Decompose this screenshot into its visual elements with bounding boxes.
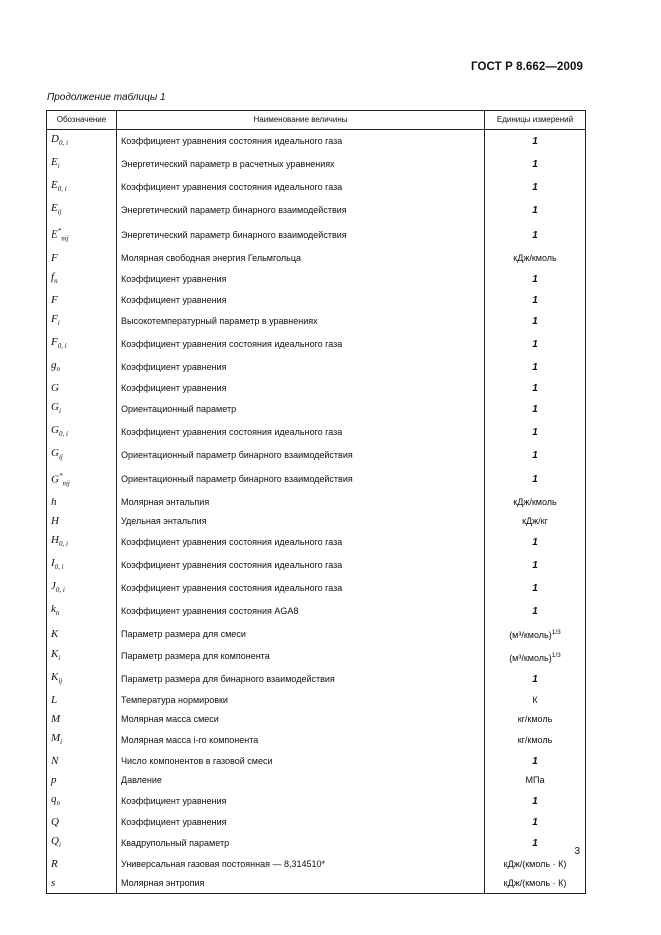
symbol-letter: f xyxy=(51,270,55,283)
symbol-letter: F xyxy=(51,251,58,264)
table-row xyxy=(47,467,586,494)
quantity-name-cell: Коэффициент уравнения xyxy=(117,356,485,379)
unit-cell xyxy=(485,333,586,356)
symbol-letter: p xyxy=(51,774,57,787)
symbol-cell xyxy=(47,176,117,199)
symbol-letter: Q xyxy=(51,816,59,829)
unit-cell xyxy=(485,623,586,645)
unit-text: 1 xyxy=(532,449,538,461)
table-row xyxy=(47,729,586,752)
symbol-cell xyxy=(47,710,117,729)
unit-cell xyxy=(485,710,586,729)
quantity-name-cell: Параметр размера для смеси xyxy=(117,623,485,645)
table-row xyxy=(47,710,586,729)
quantity-name-cell: Коэффициент уравнения состояния идеального газа xyxy=(117,130,485,154)
quantity-name-cell: Параметр размера для бинарного взаимодействия xyxy=(117,668,485,691)
unit-text: 1 xyxy=(532,583,538,595)
table-row xyxy=(47,554,586,577)
unit-text: 1 xyxy=(532,361,538,373)
unit-cell xyxy=(485,398,586,421)
table-row xyxy=(47,531,586,554)
symbol-letter: M xyxy=(51,713,61,726)
symbol-letter: q xyxy=(51,793,57,806)
symbol-subscript: i xyxy=(57,162,60,170)
unit-cell xyxy=(485,771,586,790)
symbol-letter: E xyxy=(51,156,58,168)
unit-cell xyxy=(485,176,586,199)
table-row xyxy=(47,668,586,691)
symbol-cell xyxy=(47,379,117,398)
symbol-letter: H xyxy=(51,515,59,528)
unit-text: 1 xyxy=(532,182,538,193)
table-row xyxy=(47,874,586,894)
unit-cell xyxy=(485,467,586,494)
symbol-subscript: 0, i xyxy=(54,563,64,572)
symbol-superscript: * xyxy=(58,471,63,480)
symbol-cell xyxy=(47,130,117,154)
symbol-subscript: nij xyxy=(62,479,70,488)
unit-cell xyxy=(485,199,586,222)
unit-cell xyxy=(485,291,586,310)
table-row xyxy=(47,268,586,291)
table-row xyxy=(47,645,586,668)
unit-text: 1 xyxy=(532,338,538,350)
symbol-subscript: i xyxy=(58,406,61,415)
table-row xyxy=(47,333,586,356)
quantity-name-cell: Квадрупольный параметр xyxy=(117,832,485,855)
table-row xyxy=(47,291,586,310)
table-row xyxy=(47,752,586,771)
table-row xyxy=(47,623,586,645)
symbol-cell xyxy=(47,691,117,710)
quantity-name-cell: Молярная масса i-го компонента xyxy=(117,729,485,752)
unit-cell xyxy=(485,249,586,268)
symbol-subscript: i xyxy=(58,654,61,663)
symbol-cell xyxy=(47,554,117,577)
symbol-cell xyxy=(47,398,117,421)
quantity-name-cell: Высокотемпературный параметр в уравнениях xyxy=(117,310,485,333)
unit-cell xyxy=(485,379,586,398)
quantity-name-cell: Молярная энтропия xyxy=(117,874,485,894)
symbol-cell xyxy=(47,645,117,668)
symbol-cell xyxy=(47,291,117,310)
symbol-letter: G xyxy=(51,400,59,413)
unit-text: кДж/кг xyxy=(522,516,548,527)
table-row xyxy=(47,356,586,379)
symbol-subscript: n xyxy=(55,609,60,618)
symbol-letter: K xyxy=(51,627,59,640)
quantity-name-cell: Молярная свободная энергия Гельмгольца xyxy=(117,249,485,268)
symbol-subscript: ij xyxy=(58,677,63,686)
unit-text: МПа xyxy=(525,775,545,786)
table-row xyxy=(47,444,586,467)
symbol-letter: E xyxy=(51,179,58,191)
symbol-letter: s xyxy=(51,877,56,890)
symbol-subscript: n xyxy=(56,364,60,373)
unit-cell xyxy=(485,268,586,291)
unit-text: 1 xyxy=(532,229,538,241)
symbol-cell xyxy=(47,249,117,268)
table-row xyxy=(47,771,586,790)
unit-cell xyxy=(485,554,586,577)
symbol-letter: J xyxy=(51,580,56,593)
column-header-unit: Единицы измерений xyxy=(485,111,586,130)
unit-cell xyxy=(485,874,586,894)
unit-cell xyxy=(485,153,586,176)
unit-text: 1 xyxy=(532,817,538,829)
symbol-cell xyxy=(47,444,117,467)
symbol-letter: k xyxy=(51,603,56,616)
table-row xyxy=(47,379,586,398)
symbol-letter: L xyxy=(51,694,58,707)
unit-text: 1 xyxy=(532,294,538,306)
symbol-letter: G xyxy=(51,423,59,436)
column-header-symbol: Обозначение xyxy=(47,111,117,130)
table-row xyxy=(47,577,586,600)
symbol-subscript: 0, i xyxy=(58,540,68,549)
unit-text: 1 xyxy=(532,606,538,618)
table-row xyxy=(47,153,586,176)
symbol-subscript: i xyxy=(58,841,61,850)
unit-text: 1 xyxy=(532,560,538,572)
quantity-name-cell: Энергетический параметр в расчетных уравнениях xyxy=(117,153,485,176)
quantity-name-cell: Коэффициент уравнения xyxy=(117,268,485,291)
unit-text: 1 xyxy=(532,136,538,147)
unit-text: К xyxy=(532,695,538,706)
unit-text: кДж/кмоль xyxy=(513,497,557,508)
symbol-letter: F xyxy=(51,293,58,306)
symbol-cell xyxy=(47,813,117,832)
table-row xyxy=(47,398,586,421)
table-row xyxy=(47,832,586,855)
unit-cell xyxy=(485,130,586,154)
unit-text: 1 xyxy=(532,796,538,808)
quantity-name-cell: Число компонентов в газовой смеси xyxy=(117,752,485,771)
quantity-name-cell: Коэффициент уравнения состояния идеального газа xyxy=(117,554,485,577)
symbol-letter: N xyxy=(51,755,59,768)
document-code: ГОСТ Р 8.662—2009 xyxy=(471,61,583,73)
symbol-letter: R xyxy=(51,858,58,871)
quantity-name-cell: Коэффициент уравнения состояния идеального газа xyxy=(117,531,485,554)
symbol-subscript: 0, i xyxy=(57,341,67,350)
symbol-letter: G xyxy=(51,381,59,394)
symbol-cell xyxy=(47,855,117,874)
symbol-letter: E xyxy=(51,202,58,214)
table-row xyxy=(47,310,586,333)
symbol-cell xyxy=(47,222,117,249)
quantity-name-cell: Давление xyxy=(117,771,485,790)
table-row xyxy=(47,790,586,813)
quantity-name-cell: Коэффициент уравнения xyxy=(117,291,485,310)
table-row xyxy=(47,222,586,249)
unit-text: 1 xyxy=(532,273,538,285)
unit-text: 1 xyxy=(532,205,538,216)
unit-cell xyxy=(485,493,586,512)
unit-cell xyxy=(485,855,586,874)
symbol-superscript: * xyxy=(57,227,62,235)
symbol-letter: H xyxy=(51,534,59,547)
symbol-letter: D xyxy=(51,133,59,145)
page-number: 3 xyxy=(574,846,580,857)
symbol-cell xyxy=(47,729,117,752)
unit-cell xyxy=(485,444,586,467)
unit-text: кДж/(кмоль · К) xyxy=(503,878,567,889)
quantity-name-cell: Температура нормировки xyxy=(117,691,485,710)
unit-cell xyxy=(485,577,586,600)
unit-text: 1 xyxy=(532,537,538,549)
quantity-name-cell: Удельная энтальпия xyxy=(117,512,485,531)
unit-cell xyxy=(485,729,586,752)
quantity-name-cell: Коэффициент уравнения состояния AGA8 xyxy=(117,600,485,623)
symbol-subscript: 0, i xyxy=(55,586,65,595)
unit-exponent: 1/3 xyxy=(551,629,561,637)
symbol-letter: K xyxy=(51,671,59,684)
unit-cell xyxy=(485,512,586,531)
table-body xyxy=(47,130,586,894)
symbol-subscript: i xyxy=(60,738,63,747)
symbol-letter: g xyxy=(51,358,57,371)
unit-text: 1 xyxy=(532,159,538,170)
table-row xyxy=(47,813,586,832)
unit-cell xyxy=(485,356,586,379)
unit-text: 1 xyxy=(532,674,538,686)
quantity-name-cell: Коэффициент уравнения xyxy=(117,813,485,832)
symbol-letter: G xyxy=(51,446,59,459)
symbol-subscript: 0, i xyxy=(57,185,67,193)
table-caption: Продолжение таблицы 1 xyxy=(47,92,166,103)
unit-text: кДж/кмоль xyxy=(513,252,557,263)
unit-cell xyxy=(485,531,586,554)
table-row xyxy=(47,493,586,512)
symbol-cell xyxy=(47,771,117,790)
quantity-name-cell: Энергетический параметр бинарного взаимодействия xyxy=(117,222,485,249)
symbol-cell xyxy=(47,790,117,813)
symbol-letter: E xyxy=(51,228,58,241)
symbol-letter: I xyxy=(51,557,55,570)
symbol-cell xyxy=(47,752,117,771)
unit-cell xyxy=(485,668,586,691)
quantity-name-cell: Молярная масса смеси xyxy=(117,710,485,729)
table-row xyxy=(47,855,586,874)
unit-text: 1 xyxy=(532,315,538,327)
unit-cell xyxy=(485,421,586,444)
unit-cell xyxy=(485,832,586,855)
symbol-subscript: n xyxy=(56,799,60,808)
unit-text: 1 xyxy=(532,838,538,850)
unit-text: 1 xyxy=(532,474,538,486)
symbol-cell xyxy=(47,310,117,333)
table-row xyxy=(47,421,586,444)
symbol-cell xyxy=(47,512,117,531)
unit-cell xyxy=(485,691,586,710)
unit-text: 1 xyxy=(532,426,538,438)
symbol-letter: F xyxy=(51,312,58,325)
unit-text: 1 xyxy=(532,403,538,415)
quantity-name-cell: Ориентационный параметр xyxy=(117,398,485,421)
symbol-letter: F xyxy=(51,335,58,348)
quantity-name-cell: Коэффициент уравнения состояния идеального газа xyxy=(117,176,485,199)
quantity-name-cell: Коэффициент уравнения состояния идеального газа xyxy=(117,577,485,600)
table-row xyxy=(47,130,586,154)
symbol-letter: K xyxy=(51,648,59,661)
symbol-cell xyxy=(47,668,117,691)
symbol-cell xyxy=(47,600,117,623)
quantity-name-cell: Энергетический параметр бинарного взаимодействия xyxy=(117,199,485,222)
symbol-subscript: i xyxy=(57,318,60,327)
symbol-subscript: ij xyxy=(58,452,63,461)
symbol-cell xyxy=(47,493,117,512)
unit-text: (м³/кмоль) xyxy=(509,630,552,641)
unit-cell xyxy=(485,752,586,771)
table-header-row xyxy=(47,111,586,130)
table-row xyxy=(47,249,586,268)
unit-cell xyxy=(485,790,586,813)
symbol-subscript: n xyxy=(54,276,58,285)
symbol-cell xyxy=(47,199,117,222)
unit-text: (м³/кмоль) xyxy=(509,652,552,663)
table-row xyxy=(47,691,586,710)
symbol-cell xyxy=(47,623,117,645)
table-row xyxy=(47,600,586,623)
unit-text: 1 xyxy=(532,382,538,394)
symbol-cell xyxy=(47,153,117,176)
column-header-name: Наименование величины xyxy=(117,111,485,130)
table-row xyxy=(47,176,586,199)
quantity-name-cell: Коэффициент уравнения xyxy=(117,790,485,813)
symbol-letter: Q xyxy=(51,835,59,848)
symbol-cell xyxy=(47,531,117,554)
quantity-name-cell: Коэффициент уравнения xyxy=(117,379,485,398)
symbol-cell xyxy=(47,467,117,494)
symbol-cell xyxy=(47,577,117,600)
symbols-table xyxy=(46,110,586,894)
symbol-letter: M xyxy=(51,732,61,745)
symbol-cell xyxy=(47,268,117,291)
symbol-cell xyxy=(47,832,117,855)
unit-text: кДж/(кмоль · К) xyxy=(503,859,567,870)
quantity-name-cell: Универсальная газовая постоянная — 8,314510* xyxy=(117,855,485,874)
quantity-name-cell: Ориентационный параметр бинарного взаимодействия xyxy=(117,467,485,494)
quantity-name-cell: Параметр размера для компонента xyxy=(117,645,485,668)
symbol-subscript: nij xyxy=(61,234,69,243)
unit-cell xyxy=(485,310,586,333)
symbol-letter: G xyxy=(51,473,59,486)
unit-text: кг/кмоль xyxy=(517,714,553,725)
quantity-name-cell: Молярная энтальпия xyxy=(117,493,485,512)
symbol-subscript: 0, i xyxy=(58,139,68,147)
unit-cell xyxy=(485,645,586,668)
quantity-name-cell: Коэффициент уравнения состояния идеального газа xyxy=(117,333,485,356)
unit-cell xyxy=(485,813,586,832)
symbol-subscript: 0, i xyxy=(58,429,68,438)
table-row xyxy=(47,199,586,222)
symbol-cell xyxy=(47,333,117,356)
unit-text: 1 xyxy=(532,756,538,768)
symbol-cell xyxy=(47,874,117,894)
quantity-name-cell: Коэффициент уравнения состояния идеального газа xyxy=(117,421,485,444)
unit-cell xyxy=(485,222,586,249)
symbol-cell xyxy=(47,421,117,444)
symbol-subscript: ij xyxy=(57,208,62,216)
unit-exponent: 1/3 xyxy=(551,651,561,659)
table-row xyxy=(47,512,586,531)
quantity-name-cell: Ориентационный параметр бинарного взаимодействия xyxy=(117,444,485,467)
unit-text: кг/кмоль xyxy=(517,735,553,746)
symbol-cell xyxy=(47,356,117,379)
unit-cell xyxy=(485,600,586,623)
symbol-letter: h xyxy=(51,496,57,509)
